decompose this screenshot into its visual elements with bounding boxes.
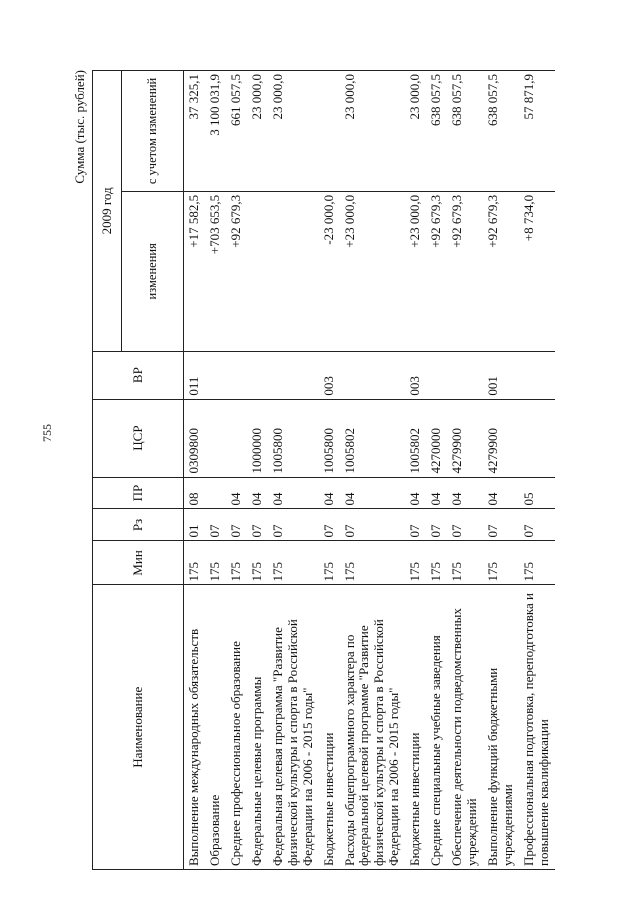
row-change: +92 679,3 — [226, 191, 247, 351]
row-vr — [340, 351, 406, 399]
row-rz: 07 — [519, 509, 555, 541]
row-total: 23 000,0 — [405, 71, 426, 192]
row-pr: 04 — [447, 477, 483, 509]
row-min: 175 — [247, 541, 268, 585]
row-rz: 07 — [340, 509, 406, 541]
row-name: Федеральные целевые программы — [247, 585, 268, 870]
page-number: 755 — [40, 424, 54, 442]
row-pr: 04 — [319, 477, 340, 509]
row-vr: 003 — [319, 351, 340, 399]
row-vr: 011 — [184, 351, 205, 399]
row-total — [319, 71, 340, 192]
row-total: 23 000,0 — [247, 71, 268, 192]
table-row — [405, 71, 426, 870]
row-total: 638 057,5 — [447, 71, 483, 192]
row-min: 175 — [268, 541, 319, 585]
row-pr: 04 — [483, 477, 519, 509]
row-rz: 07 — [268, 509, 319, 541]
row-pr: 05 — [519, 477, 555, 509]
row-total: 37 325,1 — [184, 71, 205, 192]
row-name: Федеральная целевая программа "Развитие физической культуры и спорта в Российской Федерации на 2006 - 2015 годы" — [268, 585, 319, 870]
row-total: 23 000,0 — [340, 71, 406, 192]
row-pr: 04 — [268, 477, 319, 509]
table-row — [426, 71, 447, 870]
row-rz: 07 — [205, 509, 226, 541]
row-pr: 08 — [184, 477, 205, 509]
row-min: 175 — [205, 541, 226, 585]
row-pr: 04 — [226, 477, 247, 509]
row-name: Бюджетные инвестиции — [319, 585, 340, 870]
row-pr: 04 — [340, 477, 406, 509]
row-vr: 003 — [405, 351, 426, 399]
row-pr: 04 — [247, 477, 268, 509]
row-csr: 4279900 — [447, 399, 483, 477]
table-body — [184, 71, 555, 870]
header-with-changes: с учетом изменений — [122, 71, 184, 192]
row-min: 175 — [483, 541, 519, 585]
row-change — [247, 191, 268, 351]
row-total: 23 000,0 — [268, 71, 319, 192]
row-change: +92 679,3 — [447, 191, 483, 351]
row-pr — [205, 477, 226, 509]
row-rz: 07 — [226, 509, 247, 541]
row-pr: 04 — [426, 477, 447, 509]
row-name: Обеспечение деятельности подведомственных учреждений — [447, 585, 483, 870]
row-rz: 07 — [426, 509, 447, 541]
row-name: Образование — [205, 585, 226, 870]
row-csr — [226, 399, 247, 477]
row-vr — [519, 351, 555, 399]
row-name: Расходы общепрограммного характера по федеральной целевой программе "Развитие физической культуры и спорта в Российской Федерации на 2006 - 2015 годы" — [340, 585, 406, 870]
row-rz: 07 — [247, 509, 268, 541]
table-row — [226, 71, 247, 870]
header-vr: ВР — [93, 351, 184, 399]
header-pr: ПР — [93, 477, 184, 509]
table-row — [319, 71, 340, 870]
row-rz: 01 — [184, 509, 205, 541]
row-name: Выполнение международных обязательств — [184, 585, 205, 870]
table-row — [268, 71, 319, 870]
row-min: 175 — [405, 541, 426, 585]
row-min: 175 — [447, 541, 483, 585]
row-vr — [226, 351, 247, 399]
row-name: Бюджетные инвестиции — [405, 585, 426, 870]
header-year: 2009 год — [93, 71, 122, 352]
row-change: +23 000,0 — [405, 191, 426, 351]
row-total: 3 100 031,9 — [205, 71, 226, 192]
row-change: +703 653,5 — [205, 191, 226, 351]
row-total: 638 057,5 — [426, 71, 447, 192]
row-csr: 0309800 — [184, 399, 205, 477]
header-change: изменения — [122, 191, 184, 351]
row-csr: 4279900 — [483, 399, 519, 477]
row-vr — [247, 351, 268, 399]
row-csr: 1000000 — [247, 399, 268, 477]
row-vr — [268, 351, 319, 399]
unit-caption: Сумма (тыс. рублей) — [72, 70, 87, 184]
row-rz: 07 — [483, 509, 519, 541]
header-rz: Рз — [93, 509, 184, 541]
row-name: Выполнение функций бюджетными учреждениями — [483, 585, 519, 870]
row-csr — [205, 399, 226, 477]
row-pr: 04 — [405, 477, 426, 509]
row-name: Профессиональная подготовка, переподготовка и повышение квалификации — [519, 585, 555, 870]
row-name: Средние специальные учебные заведения — [426, 585, 447, 870]
rotated-page — [65, 70, 580, 870]
row-change: -23 000,0 — [319, 191, 340, 351]
table-header — [93, 71, 184, 870]
row-min: 175 — [519, 541, 555, 585]
row-csr: 1005802 — [405, 399, 426, 477]
row-total: 661 057,5 — [226, 71, 247, 192]
row-name: Среднее профессиональное образование — [226, 585, 247, 870]
row-csr: 1005800 — [319, 399, 340, 477]
header-csr: ЦСР — [93, 399, 184, 477]
row-min: 175 — [340, 541, 406, 585]
row-csr: 1005800 — [268, 399, 319, 477]
row-change: +92 679,3 — [483, 191, 519, 351]
header-min: Мин — [93, 541, 184, 585]
row-csr: 4270000 — [426, 399, 447, 477]
table-row — [340, 71, 406, 870]
row-rz: 07 — [319, 509, 340, 541]
row-min: 175 — [319, 541, 340, 585]
row-change: +23 000,0 — [340, 191, 406, 351]
table-row — [205, 71, 226, 870]
header-name: Наименование — [93, 585, 184, 870]
row-total: 57 871,9 — [519, 71, 555, 192]
table-row — [483, 71, 519, 870]
row-total: 638 057,5 — [483, 71, 519, 192]
table-row — [184, 71, 205, 870]
row-rz: 07 — [447, 509, 483, 541]
table-row — [247, 71, 268, 870]
row-min: 175 — [426, 541, 447, 585]
row-vr — [205, 351, 226, 399]
row-change: +92 679,3 — [426, 191, 447, 351]
row-min: 175 — [226, 541, 247, 585]
row-min: 175 — [184, 541, 205, 585]
table-row — [447, 71, 483, 870]
row-change: +8 734,0 — [519, 191, 555, 351]
row-vr — [447, 351, 483, 399]
row-change — [268, 191, 319, 351]
row-change: +17 582,5 — [184, 191, 205, 351]
row-vr: 001 — [483, 351, 519, 399]
budget-table — [92, 70, 555, 870]
row-rz: 07 — [405, 509, 426, 541]
row-vr — [426, 351, 447, 399]
table-row — [519, 71, 555, 870]
row-csr: 1005802 — [340, 399, 406, 477]
row-csr — [519, 399, 555, 477]
